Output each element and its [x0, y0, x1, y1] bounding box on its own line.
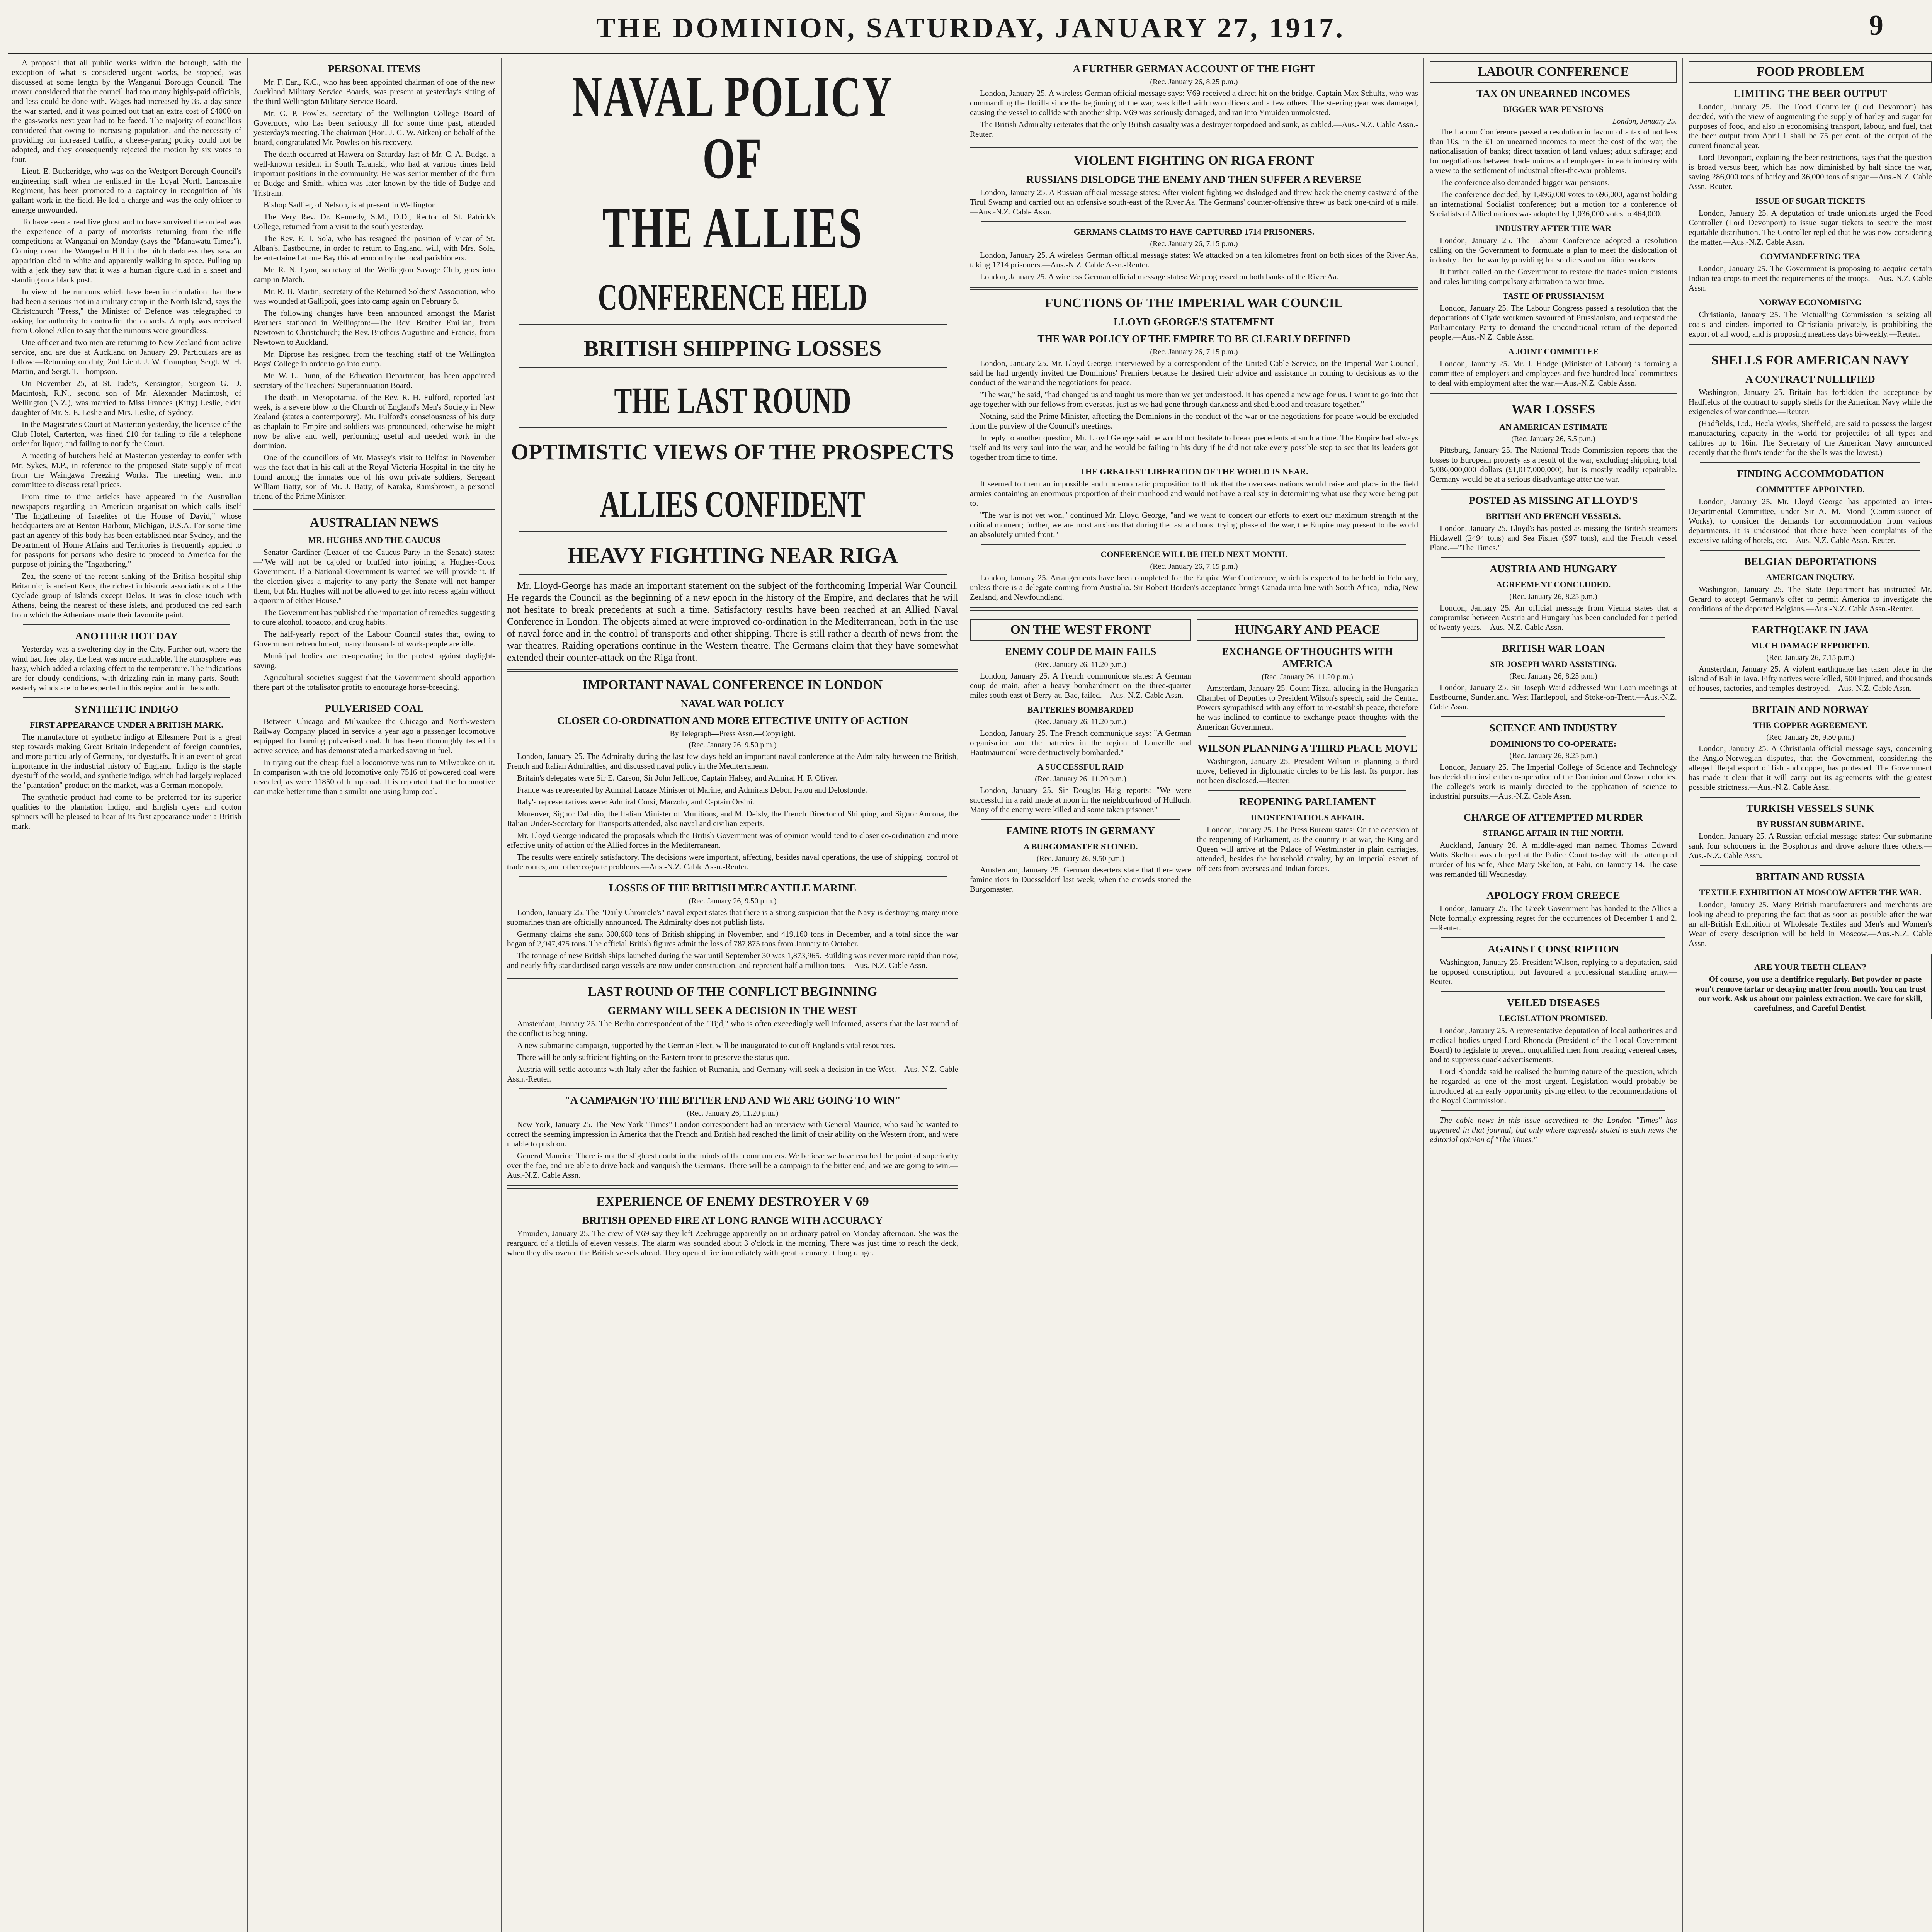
deck: BRITISH SHIPPING LOSSES — [583, 336, 882, 361]
column-rule — [247, 58, 248, 1932]
separator — [1700, 462, 1920, 463]
subheadline: CLOSER CO-ORDINATION AND MORE EFFECTIVE UNITY OF ACTION — [557, 715, 908, 726]
separator — [1441, 716, 1665, 717]
paragraph: London, January 25. The Labour Congress passed a resolution that the deportations of Clyde workmen savoured of Prussianism, and requested the Parliamentary Party to demand the unconditional return of the deported people.—Aus.-N.Z. Cable Assn. — [1430, 303, 1677, 342]
paragraph: Washington, January 25. President Wilson, replying to a deputation, said he opposed conscription, but favoured a professional standing army.—Reuter. — [1430, 957, 1677, 986]
paragraph: London, January 25. A Russian official message states: After violent fighting we dislodged and threw back the enemy eastward of the Tirul Swamp and carried out an offensive south-east of the River Aa. The Germans' counter-offensive threw us back one-third of a mile.—Aus.-N.Z. Cable Assn. — [970, 188, 1418, 216]
headline: HUNGARY AND PEACE — [1197, 619, 1418, 641]
paragraph: It further called on the Government to restore the trades union customs and rules limiting compulsory arbitration to war time. — [1430, 267, 1677, 286]
paragraph: London, January 25. The Press Bureau states: On the occasion of the reopening of Parliament, as the country is at war, the King and Queen will arrive at the Palace of Westminster in plain carriages, attended, besides the household cavalry, by an Imperial escort of officers from overseas and Indian forces. — [1197, 825, 1418, 873]
paragraph: London, January 25. A wireless German official message states: We progressed on both banks of the River Aa. — [980, 272, 1339, 281]
headline: BRITISH WAR LOAN — [1502, 643, 1605, 654]
main-headline: NAVAL POLICY OF — [572, 65, 893, 190]
paragraph: There will be only sufficient fighting on the Eastern front to preserve the status quo. — [517, 1053, 790, 1062]
deck: ALLIES CONFIDENT — [600, 483, 865, 525]
headline: FINDING ACCOMMODATION — [1737, 468, 1884, 480]
paragraph: Lieut. E. Buckeridge, who was on the Westport Borough Council's engineering staff when he enlisted in the Loyal North Lancashire Regiment, has been promoted to a captaincy in recognition of his gallant work in the field. He led a charge and was the only officer to emerge unwounded. — [12, 167, 242, 214]
paragraph: The manufacture of synthetic indigo at Ellesmere Port is a great step towards making Great Britain independent of foreign countries, and more particularly of Germany, for dyestuffs. It is an event of great importance in the industrial history of England. Indigo is the staple dyestuff of the world, and synthetic indigo, which had largely replaced the "plantation" product on the market, was a German monopoly. — [12, 732, 242, 790]
received-time: (Rec. January 26, 7.15 p.m.) — [1766, 653, 1854, 662]
headline: LABOUR CONFERENCE — [1430, 61, 1677, 83]
column-1 — [12, 58, 242, 1932]
paragraph: Britain's delegates were Sir E. Carson, Sir John Jellicoe, Captain Halsey, and Admiral H. F. Oliver. — [517, 773, 837, 782]
subheadline: STRANGE AFFAIR IN THE NORTH. — [1483, 828, 1624, 838]
separator — [519, 1088, 947, 1089]
advertisement — [1689, 954, 1932, 1019]
subheadline: RUSSIANS DISLODGE THE ENEMY AND THEN SUFFER A REVERSE — [1026, 173, 1362, 185]
deck: OPTIMISTIC VIEWS OF THE PROSPECTS — [511, 439, 954, 464]
headline: IMPORTANT NAVAL CONFERENCE IN LONDON — [582, 678, 883, 692]
paragraph: In reply to another question, Mr. Lloyd George said he would not hesitate to break precedents at such a time. The Empire had always itself and its very soul into the war, and he would be failing in his duty if he did not take every possible step to see that its leaders got together from time to time. — [970, 433, 1418, 462]
subheadline: THE COPPER AGREEMENT. — [1753, 720, 1867, 730]
paragraph: In trying out the cheap fuel a locomotive was run to Milwaukee on it. In comparison with the old locomotive only 7516 of powdered coal were revealed, as were 11850 of lump coal. It is reported that the locomotive can make better time than a similar one using lump coal. — [253, 758, 495, 796]
headline: VEILED DISEASES — [1507, 997, 1600, 1009]
subheadline: THE GREATEST LIBERATION OF THE WORLD IS NEAR. — [1080, 467, 1308, 476]
column-2 — [253, 58, 495, 1932]
separator — [519, 876, 947, 877]
headline: REOPENING PARLIAMENT — [1239, 796, 1376, 808]
separator — [970, 607, 1418, 611]
paragraph: Lord Rhondda said he realised the burning nature of the question, which he regarded as one of the most urgent. Legislation would probably be introduced at an early opportunity giving effect to the recommendations of the Royal Commission. — [1430, 1067, 1677, 1105]
paragraph: Mr. Diprose has resigned from the teaching staff of the Wellington Boys' College in order to go into camp. — [253, 349, 495, 368]
paragraph: London, January 25. A representative deputation of local authorities and medical bodies urged Lord Rhondda (President of the Local Government Board) to legislate to prevent unqualified men from treating venereal cases, and to suppress quack advertisements. — [1430, 1026, 1677, 1064]
deck: CONFERENCE HELD — [598, 276, 867, 318]
separator — [1689, 344, 1932, 347]
paragraph: The synthetic product had come to be preferred for its superior qualities to the plantation indigo, and English dyers and cotton spinners will be pleased to hear of its first appearance under a British mark. — [12, 793, 242, 831]
paragraph: One of the councillors of Mr. Massey's visit to Belfast in November was the fact that in his call at the Royal Victoria Hospital in the city he found among the inmates one of his own private soldiers, Sergeant William Batty, son of Mr. J. Batty, of Karaka, Ramsbrown, a personal friend of the Prime Minister. — [253, 453, 495, 501]
paragraph: The conference decided, by 1,496,000 votes to 696,000, against holding an international Socialist conference; but a motion for a conference of Socialists of Allied nations was adopted by 1,036,000 votes to 464,000. — [1430, 190, 1677, 218]
subcolumn-right — [1197, 616, 1418, 896]
headline: AUSTRIA AND HUNGARY — [1490, 563, 1617, 575]
headline: SCIENCE AND INDUSTRY — [1489, 722, 1617, 734]
received-time: (Rec. January 26, 9.50 p.m.) — [1766, 733, 1854, 742]
main-headline: THE ALLIES — [602, 196, 863, 260]
paragraph: Moreover, Signor Dallolio, the Italian Minister of Munitions, and M. Deisly, the French Director of Shipping, and Signor Ancona, the Italian Under-Secretary for Transports attended, also naval and civilian experts. — [507, 809, 958, 828]
separator — [23, 697, 230, 698]
received-time: (Rec. January 26, 7.15 p.m.) — [1150, 562, 1238, 571]
paragraph: Christiania, January 25. The Victualling Commission is seizing all coals and cinders imported to Christiania privately, is prohibiting the export of all wood, and is proposing meatless days bi-weekly.—Reuter. — [1689, 310, 1932, 338]
paragraph: The Labour Conference passed a resolution in favour of a tax of not less than 10s. in the £1 on unearned incomes to meet the cost of the war; the nationalisation of banks; direct taxation of land values; adult suffrage; and for negotiations between trade unions and employers in each industry with a view to the settlement of industrial after-the-war problems. — [1430, 127, 1677, 175]
separator — [970, 287, 1418, 290]
subheadline: BY RUSSIAN SUBMARINE. — [1757, 819, 1864, 829]
separator — [1441, 557, 1665, 558]
subheadline: A BURGOMASTER STONED. — [1023, 842, 1138, 851]
separator — [1700, 865, 1920, 866]
paragraph: Mr. Lloyd George indicated the proposals which the British Government was of opinion would tend to closer co-ordination and more effective unity of action of the Allied forces in the Mediterranean. — [507, 831, 958, 850]
received-time: (Rec. January 26, 8.25 p.m.) — [1509, 672, 1597, 680]
headline: INDUSTRY AFTER THE WAR — [1495, 223, 1612, 233]
paragraph: London, January 25. The Labour Conference adopted a resolution calling on the Government to formulate a plan to meet the dislocation of industry after the war by providing for soldiers and munition workers. — [1430, 236, 1677, 264]
paragraph: France was represented by Admiral Lacaze Minister of Marine, and Admirals Debon Fatou and Delostonde. — [517, 785, 867, 794]
separator — [507, 1185, 958, 1189]
paragraph: Nothing, said the Prime Minister, affecting the Dominions in the conduct of the war or the negotiations for peace would be excluded from the purview of the Council's meetings. — [970, 412, 1418, 430]
paragraph: A proposal that all public works within the borough, with the exception of what is considered urgent works, be stopped, was discussed at some length by the Wanganui Borough Council. The mover considered that the council had too many highly-paid officials, and less could be done with. Wages had increased by 3s. a day since the war started, and it was pointed out that an extra cost of £4000 on the gas-works next year had to be faced. The majority of councillors considered that owing to increasing population, and the necessity of providing for increased traffic, a cheese-paring policy could not be adopted, and they consequently rejected the motion by six votes to four. — [12, 58, 242, 164]
headline: "A CAMPAIGN TO THE BITTER END AND WE ARE GOING TO WIN" — [565, 1094, 901, 1106]
headline: FAMINE RIOTS IN GERMANY — [1006, 825, 1155, 837]
paragraph: New York, January 25. The New York "Times" London correspondent had an interview with General Maurice, who said he wanted to correct the seeming impression in America that the French and British had reached the limit of their ability on the Western front, and were unable to push on. — [507, 1120, 958, 1148]
headline: ISSUE OF SUGAR TICKETS — [1755, 196, 1866, 206]
headline: ON THE WEST FRONT — [970, 619, 1191, 641]
subheadline: BIGGER WAR PENSIONS — [1503, 104, 1604, 114]
deck: HEAVY FIGHTING NEAR RIGA — [567, 543, 898, 568]
masthead-rule — [8, 53, 1932, 54]
headline: WILSON PLANNING A THIRD PEACE MOVE — [1197, 742, 1417, 754]
separator — [253, 507, 495, 510]
paragraph: London, January 25. Arrangements have been completed for the Empire War Conference, which is expected to be held in February, unless there is a delegate coming from Australia. Sir Robert Borden's acceptance brings Canada into line with South Africa, India, New Zealand, and Newfoundland. — [970, 573, 1418, 602]
separator — [1441, 637, 1665, 638]
paragraph: London, January 25. Sir Joseph Ward addressed War Loan meetings at Eastbourne, Sunderland, West Hartlepool, and Stoke-on-Trent.—Aus.-N.Z. Cable Assn. — [1430, 683, 1677, 711]
paragraph: London, January 25. A wireless German official message says: V69 received a direct hit on the bridge. Captain Max Schultz, who was commanding the flotilla since the beginning of the war, was killed with two officers and a few others. The steering gear was damaged, causing the vessel to collide with another ship. V69 was seriously damaged, and ran into Ymuiden unmolested. — [970, 88, 1418, 117]
headline: EARTHQUAKE IN JAVA — [1752, 624, 1869, 636]
received-time: (Rec. January 26, 8.25 p.m.) — [1509, 752, 1597, 760]
paragraph: Lord Devonport, explaining the beer restrictions, says that the question is broad versus beer, which has now diminished by half since the war, saving 286,000 tons of barley and 36,000 tons of sugar.—Aus.-N.Z. Cable Assn.-Reuter. — [1689, 153, 1932, 191]
paragraph: Mr. R. B. Martin, secretary of the Returned Soldiers' Association, who was wounded at Gallipoli, goes into camp again on February 5. — [253, 287, 495, 306]
paragraph: A meeting of butchers held at Masterton yesterday to confer with Mr. Sykes, M.P., in reference to the proposed State supply of meat from the Waingawa Freezing Works. The meeting went into committee to discuss retail prices. — [12, 451, 242, 489]
subheadline: AN AMERICAN ESTIMATE — [1499, 422, 1607, 432]
received-time: (Rec. January 26, 9.50 p.m.) — [689, 897, 777, 905]
received-time: (Rec. January 26, 11.20 p.m.) — [687, 1109, 779, 1117]
editorial-note: The cable news in this issue accredited to the London "Times" has appeared in that journal, but only where expressly stated is such news the editorial opinion of "The Times." — [1430, 1116, 1677, 1144]
headline: BRITAIN AND RUSSIA — [1755, 871, 1865, 883]
paragraph: London, January 25. A wireless German official message states: We attacked on a ten kilometres front on both sides of the River Aa, taking 1714 prisoners.—Aus.-N.Z. Cable Assn.-Reuter. — [970, 250, 1418, 269]
headline: BELGIAN DEPORTATIONS — [1744, 556, 1877, 567]
separator — [970, 145, 1418, 148]
paragraph: Washington, January 25. Britain has forbidden the acceptance by Hadfields of the contract to supply shells for the American Navy while the exigencies of war continue.—Reuter. — [1689, 388, 1932, 416]
separator — [1700, 550, 1920, 551]
paragraph: London, January 25. Mr. Lloyd George, interviewed by a correspondent of the United Cable Service, on the Imperial War Council, said he had urgently invited the Dominions' Premiers because he desired their advice and assistance in coming to decisions as to the conduct of the war and the negotiations for peace. — [970, 359, 1418, 387]
subheadline: TEXTILE EXHIBITION AT MOSCOW AFTER THE WAR. — [1699, 888, 1922, 897]
separator — [1700, 618, 1920, 619]
subheadline: AGREEMENT CONCLUDED. — [1496, 580, 1611, 589]
subheadline: AMERICAN INQUIRY. — [1766, 572, 1855, 582]
headline: LOSSES OF THE BRITISH MERCANTILE MARINE — [609, 882, 856, 894]
headline: A FURTHER GERMAN ACCOUNT OF THE FIGHT — [1073, 63, 1315, 75]
ad-text: Of course, you use a dentifrice regularly. But powder or paste won't remove tartar or decaying matter from mouth. You can trust our work. Ask us about our painless extraction. We care for skill, carefulness, and Careful Dentist. — [1695, 975, 1926, 1013]
separator — [1208, 736, 1406, 737]
paragraph: London, January 25. A Christiania official message says, concerning the Anglo-Norwegian disputes, that the Government, considering the alleged illegal export of fish and copper, has protested. The Government has made it clear that it will carry out its agreements with the greatest possible strictness.—Aus.-N.Z. Cable Assn. — [1689, 744, 1932, 792]
column-rule — [1682, 58, 1683, 1932]
paragraph: London, January 25. The Food Controller (Lord Devonport) has decided, with the view of augmenting the supply of barley and sugar for purposes of food, and also in economising transport, labour, and fuel, that the beer output from April 1 shall be 75 per cent. of the output of the current financial year. — [1689, 102, 1932, 150]
headline: APOLOGY FROM GREECE — [1486, 889, 1620, 901]
paragraph: "The war," he said, "had changed us and taught us more than we yet understood. It has opened a new age for us. I want to go into that age together with our fellows from overseas, just as we had gone through darkness and shed blood and treasure together." — [970, 390, 1418, 409]
paragraph: A new submarine campaign, supported by the German Fleet, will be inaugurated to cut off England's vital resources. — [517, 1041, 895, 1050]
headline: BRITAIN AND NORWAY — [1752, 704, 1869, 715]
ad-headline: ARE YOUR TEETH CLEAN? — [1754, 962, 1867, 972]
deck: THE LAST ROUND — [614, 380, 851, 421]
paragraph: Washington, January 25. President Wilson is planning a third move, believed in diplomatic circles to be his last. Its purport has not been disclosed.—Reuter. — [1197, 757, 1418, 785]
headline: CONFERENCE WILL BE HELD NEXT MONTH. — [1100, 549, 1287, 559]
paragraph: The Government has published the importation of remedies suggesting to cure alcohol, tobacco, and drug habits. — [253, 608, 495, 627]
paragraph: Mr. W. L. Dunn, of the Education Department, has been appointed secretary of the Teachers' Superannuation Board. — [253, 371, 495, 390]
subheadline: ENEMY COUP DE MAIN FAILS — [1005, 646, 1156, 657]
masthead-title: THE DOMINION, SATURDAY, JANUARY 27, 1917. — [596, 12, 1345, 44]
page-number: 9 — [1869, 10, 1883, 41]
received-time: (Rec. January 26, 7.15 p.m.) — [1150, 348, 1238, 356]
headline: ANOTHER HOT DAY — [75, 630, 178, 642]
headline: VIOLENT FIGHTING ON RIGA FRONT — [1074, 153, 1314, 168]
received-time: (Rec. January 26, 11.20 p.m.) — [1035, 718, 1126, 726]
headline: AUSTRALIAN NEWS — [310, 515, 439, 530]
two-column-block — [970, 616, 1418, 896]
headline: BATTERIES BOMBARDED — [1027, 705, 1134, 714]
separator — [507, 976, 958, 979]
separator — [519, 324, 947, 325]
paragraph: Yesterday was a sweltering day in the City. Further out, where the wind had free play, the heat was more endurable. The atmosphere was hazy, which added a relaxing effect to the temperature. The indications are for cloudy conditions, with drizzling rain in many parts. South-easterly winds are to be expected in this region and in the south. — [12, 645, 242, 692]
subheadline: GERMANY WILL SEEK A DECISION IN THE WEST — [607, 1005, 858, 1016]
paragraph: The tonnage of new British ships launched during the war until September 30 was 1,873,965. Building was never more rapid than now, and nearly fifty standardised cargo vessels are now under construction, and represent half a million tons.—Aus.-N.Z. Cable Assn. — [507, 951, 958, 970]
paragraph: The half-yearly report of the Labour Council states that, owing to Government retrenchment, many thousands of work-people are idle. — [253, 629, 495, 648]
column-4 — [970, 58, 1418, 1932]
paragraph: Bishop Sadlier, of Nelson, is at present in Wellington. — [264, 200, 438, 209]
received-time: (Rec. January 26, 7.15 p.m.) — [1150, 240, 1238, 248]
subheadline: UNOSTENTATIOUS AFFAIR. — [1250, 813, 1364, 822]
subheadline: THE WAR POLICY OF THE EMPIRE TO BE CLEARLY DEFINED — [1037, 333, 1350, 345]
headline: WAR LOSSES — [1511, 402, 1595, 417]
paragraph: Mr. R. N. Lyon, secretary of the Wellington Savage Club, goes into camp in March. — [253, 265, 495, 284]
separator — [1700, 698, 1920, 699]
headline: SYNTHETIC INDIGO — [75, 703, 179, 715]
paragraph: Auckland, January 26. A middle-aged man named Thomas Edward Watts Skelton was charged at the Police Court to-day with the attempted murder of his wife, Alice Mary Skelton, at Pahi, on January 14. The case was remanded till Wednesday. — [1430, 840, 1677, 879]
paragraph: London, January 25. A Russian official message states: Our submarine sank four schooners in the Bosphorus and drove ashore three others.—Aus.-N.Z. Cable Assn. — [1689, 832, 1932, 860]
subheadline: MUCH DAMAGE REPORTED. — [1751, 641, 1870, 650]
paragraph: In view of the rumours which have been in circulation that there had been a serious riot in a military camp in the North Island, says the Christchurch "Press," the Minister of Defence was telegraphed to asking for authority to contradict the canards. A reply was received from Colonel Allen to say that the rumours were groundless. — [12, 287, 242, 335]
paragraph: London, January 25. Mr. Lloyd George has appointed an inter-Departmental Committee, under Sir A. M. Mond (Commissioner of Works), to consider the demands for accommodation from various departments. It is understood that there have been complaints of the excessive taking of hotels, etc.—Aus.-N.Z. Cable Assn.-Reuter. — [1689, 497, 1932, 545]
subheadline: BRITISH OPENED FIRE AT LONG RANGE WITH ACCURACY — [582, 1214, 883, 1226]
headline: AGAINST CONSCRIPTION — [1488, 943, 1619, 955]
paragraph: London, January 25. The Government is proposing to acquire certain Indian tea crops to meet the requirements of the troops.—Aus.-N.Z. Cable Assn. — [1689, 264, 1932, 293]
byline: By Telegraph—Press Assn.—Copyright. — [670, 730, 796, 738]
headline: A SUCCESSFUL RAID — [1037, 762, 1124, 772]
paragraph: The death, in Mesopotamia, of the Rev. R. H. Fulford, reported last week, is a severe blow to the Church of England's Men's Society in New Zealand (states a contemporary). Mr. Fulford's consciousness of his duty as chaplain to Empire and soldiers was pronounced, otherwise he might now be alive and well, performing useful and needed work in the dominion. — [253, 393, 495, 450]
headline: CHARGE OF ATTEMPTED MURDER — [1463, 811, 1643, 823]
received-time: (Rec. January 26, 11.20 p.m.) — [1035, 775, 1126, 783]
paragraph: The Very Rev. Dr. Kennedy, S.M., D.D., Rector of St. Patrick's College, returned from a visit to the south yesterday. — [253, 212, 495, 231]
headline: GERMANS CLAIMS TO HAVE CAPTURED 1714 PRISONERS. — [1073, 227, 1315, 236]
paragraph: General Maurice: There is not the slightest doubt in the minds of the commanders. We believe we have reached the point of superiority over the foe, and are able to drive back and vanquish the Germans. There will be a campaign to the bitter end, and we are going to win.—Aus.-N.Z. Cable Assn. — [507, 1151, 958, 1180]
paragraph: Pittsburg, January 25. The National Trade Commission reports that the losses to European property as a result of the war, excluding shipping, total 5,086,000,000 dollars (£1,017,000,000), but is mostly readily repairable. Germany would be at a serious disadvantage after the war. — [1430, 446, 1677, 484]
subheadline: EXCHANGE OF THOUGHTS WITH AMERICA — [1222, 646, 1393, 670]
headline: LAST ROUND OF THE CONFLICT BEGINNING — [588, 985, 878, 999]
subcolumn-left — [970, 616, 1191, 896]
separator — [981, 819, 1180, 820]
subheadline: COMMITTEE APPOINTED. — [1756, 485, 1865, 494]
headline: TASTE OF PRUSSIANISM — [1502, 291, 1604, 301]
received-time: (Rec. January 26, 11.20 p.m.) — [1262, 673, 1353, 681]
separator — [1441, 1110, 1665, 1111]
subheadline: LLOYD GEORGE'S STATEMENT — [1113, 316, 1275, 328]
paragraph: The death occurred at Hawera on Saturday last of Mr. C. A. Budge, a well-known resident in South Taranaki, who had at various times held important positions in the community. He was senior member of the firm of Budge and Smith, which was later known by the title of Budge and Tristram. — [253, 150, 495, 197]
headline: PULVERISED COAL — [325, 702, 424, 714]
headline: PERSONAL ITEMS — [328, 63, 421, 75]
separator — [1441, 489, 1665, 490]
separator — [519, 427, 947, 428]
paragraph: On November 25, at St. Jude's, Kensington, Surgeon G. D. Macintosh, R.N., second son of Mr. Alexander Macintosh, of Wellington (N.Z.), was married to Miss Frances (Kitty) Leslie, elder daughter of Mr. S. E. Leslie and Mrs. Leslie, of Sydney. — [12, 379, 242, 417]
column-rule — [1423, 58, 1424, 1932]
paragraph: Senator Gardiner (Leader of the Caucus Party in the Senate) states:—"We will not be cajoled or bluffed into joining a Hughes-Cook Government. If a National Government is wanted we will provide it. If the election gives a majority to any party the Senate will not hamper them, but Mr. Hughes will not be allowed to get into recess again without a quorum of either House." — [253, 548, 495, 605]
headline: SHELLS FOR AMERICAN NAVY — [1711, 353, 1910, 367]
paragraph: London, January 25. A French communique states: A German coup de main, after a heavy bombardment on the three-quarter miles south-east of Berry-au-Bac, failed.—Aus.-N.Z. Cable Assn. — [970, 671, 1191, 700]
separator — [519, 574, 947, 575]
paragraph: Washington, January 25. The State Department has instructed Mr. Gerard to accept Germany's offer to permit America to investigate the conditions of the deported Belgians.—Aus.-N.Z. Cable Assn.-Reuter. — [1689, 585, 1932, 613]
subheadline: NAVAL WAR POLICY — [680, 698, 785, 709]
received-time: (Rec. January 26, 9.50 p.m.) — [1036, 854, 1125, 863]
separator — [519, 367, 947, 368]
headline: FUNCTIONS OF THE IMPERIAL WAR COUNCIL — [1045, 296, 1343, 310]
separator — [1430, 393, 1677, 396]
paragraph: (Hadfields, Ltd., Hecla Works, Sheffield, are said to possess the largest manufacturing capacity in the world for projectiles of all types and calibres up to 16in. The Secretary of the American Navy announced recently that the firm's tender for the shells was the lowest.) — [1689, 419, 1932, 457]
paragraph: Amsterdam, January 25. The Berlin correspondent of the "Tijd," who is often exceedingly well informed, asserts that the last round of the conflict is beginning. — [507, 1019, 958, 1038]
separator — [1700, 797, 1920, 798]
paragraph: Between Chicago and Milwaukee the Chicago and North-western Railway Company placed in service a year ago a passenger locomotive equipped for burning pulverised coal. It has been thoroughly tested in active service, and has demonstrated a marked saving in fuel. — [253, 717, 495, 755]
paragraph: London, January 25. The Imperial College of Science and Technology has decided to invite the co-operation of the Dominion and Crown colonies. The college's work is mainly directed to the application of science to industrial pursuits.—Aus.-N.Z. Cable Assn. — [1430, 762, 1677, 801]
paragraph: In the Magistrate's Court at Masterton yesterday, the licensee of the Club Hotel, Carterton, was fined £10 for failing to file a telephone order for liquor, and failing to notify the Court. — [12, 420, 242, 448]
received-time: (Rec. January 26, 8.25 p.m.) — [1509, 592, 1597, 601]
paragraph: Amsterdam, January 25. A violent earthquake has taken place in the island of Bali in Java. Fifty natives were killed, 500 injured, and thousands of houses, factories, and temples destroyed.—Aus.-N.Z. Cable Assn. — [1689, 664, 1932, 693]
separator — [507, 669, 958, 672]
paragraph: Mr. F. Earl, K.C., who has been appointed chairman of one of the new Auckland Military Service Boards, was present at yesterday's sitting of the third Wellington Military Service Board. — [253, 77, 495, 106]
paragraph: London, January 25. The French communique says: "A German organisation and the batteries in the region of Louvrille and Hautmaumenil were destructively bombarded." — [970, 728, 1191, 757]
separator — [1441, 991, 1665, 992]
subheadline: A CONTRACT NULLIFIED — [1745, 373, 1875, 385]
subheadline: TAX ON UNEARNED INCOMES — [1476, 88, 1630, 99]
paragraph: Germany claims she sank 300,600 tons of British shipping in November, and 419,160 tons in December, and a total since the war began of 2,947,475 tons. The official British figures admit the loss of 787,875 tons from January to October. — [507, 929, 958, 948]
paragraph: The British Admiralty reiterates that the only British casualty was a destroyer torpedoed and sunk, as cabled.—Aus.-N.Z. Cable Assn.-Reuter. — [970, 120, 1418, 139]
received-time: (Rec. January 26, 11.20 p.m.) — [1035, 660, 1126, 669]
paragraph: To have seen a real live ghost and to have survived the ordeal was the experience of a party of motorists returning from the rifle competitions at Wanganui on Monday (says the "Manawatu Times"). Coming down the Wangaehu Hill in the pitch darkness they saw an apparition clad in white and apparently walking in space. Pulling up with a jerk they saw that it was a human figure clad in a sheet and standing on a black post. — [12, 217, 242, 284]
column-rule — [501, 58, 502, 1932]
paragraph: The Rev. E. I. Sola, who has resigned the position of Vicar of St. Alban's, Eastbourne, in order to return to England, will, with Mrs. Sola, be entertained at one Bay this afternoon by the local parishioners. — [253, 234, 495, 262]
separator — [981, 544, 1406, 545]
paragraph: London, January 25. An official message from Vienna states that a compromise between Austria and Hungary has been concluded for a period of twenty years.—Aus.-N.Z. Cable Assn. — [1430, 603, 1677, 632]
paragraph: Austria will settle accounts with Italy after the fashion of Rumania, and Germany will seek a decision in the West.—Aus.-N.Z. Cable Assn.-Reuter. — [507, 1065, 958, 1083]
headline: EXPERIENCE OF ENEMY DESTROYER V 69 — [596, 1194, 869, 1209]
separator — [519, 531, 947, 532]
subheadline: DOMINIONS TO CO-OPERATE: — [1490, 739, 1617, 748]
column-6 — [1689, 58, 1932, 1932]
paragraph: One officer and two men are returning to New Zealand from active service, and are due at Auckland on January 29. Particulars are as follow:—Returning on duty, 2nd Lieut. J. W. Crampton, Sergt. W. H. Martin, and Sergt. T. Thompson. — [12, 338, 242, 376]
paragraph: London, January 25. Sir Douglas Haig reports: "We were successful in a raid made at noon in the neighbourhood of Hulluch. Many of the enemy were killed and some taken prisoner." — [970, 786, 1191, 814]
paragraph: Mr. C. P. Powles, secretary of the Wellington College Board of Governors, who has been seriously ill for some time past, attended yesterday's meeting. The chairman (Hon. J. G. W. Aitken) on behalf of the board, congratulated Mr. Powles on his recovery. — [253, 109, 495, 147]
subheadline: LIMITING THE BEER OUTPUT — [1733, 88, 1887, 99]
headline: TURKISH VESSELS SUNK — [1746, 803, 1874, 814]
paragraph: Agricultural societies suggest that the Government should apportion there part of the totalisator profits to encourage horse-breeding. — [253, 673, 495, 692]
paragraph: Ymuiden, January 25. The crew of V69 say they left Zeebrugge apparently on an ordinary patrol on Monday afternoon. She was the rearguard of a flotilla of eleven vessels. The alarm was sounded about 3 o'clock in the morning. There was just time to reach the deck, when they discovered the British vessels ahead. They opened fire immediately with great accuracy at long range. — [507, 1229, 958, 1257]
subheadline: LEGISLATION PROMISED. — [1499, 1014, 1608, 1023]
received-time: (Rec. January 26, 5.5 p.m.) — [1511, 435, 1595, 443]
paragraph: The conference also demanded bigger war pensions. — [1440, 178, 1610, 187]
paragraph: London, January 25. Lloyd's has posted as missing the British steamers Hildawell (2494 tons) and Sea Fisher (997 tons), and the French vessel Plane.—"The Times." — [1430, 524, 1677, 552]
paragraph: London, January 25. Many British manufacturers and merchants are looking ahead to preparing the fact that as soon as possible after the war an all-British Exhibition of Wholesale Textiles and Men's and Women's Wear of every description will be held in Moscow.—Aus.-N.Z. Cable Assn. — [1689, 900, 1932, 948]
paragraph: "The war is not yet won," continued Mr. Lloyd George, "and we want to concert our efforts to exert our maximum strength at the critical moment; further, we are most anxious that during the last and most trying phase of the war, the Empire may present to the world an absolutely united front." — [970, 510, 1418, 539]
paragraph: The results were entirely satisfactory. The decisions were important, affecting, besides naval operations, the use of shipping, control of trade routes, and other cognate problems.—Aus.-N.Z. Cable Assn.-Reuter. — [507, 852, 958, 871]
separator — [23, 624, 230, 625]
separator — [1441, 937, 1665, 938]
paragraph: The following changes have been announced amongst the Marist Brothers stationed in Wellington:—The Rev. Brother Emilian, from Newtown to Christchurch; the Rev. Brothers Augustine and Francis, from Newtown to Auckland. — [253, 308, 495, 347]
paragraph: From time to time articles have appeared in the Australian newspapers regarding an American organisation which calls itself "The Ingathering of Israelites of the House of David," whose headquarters are at Benton Harbour, Michigan, U.S.A. For some time past an agency of this body has been established near Sydney, and the Department of Home Affairs and Territories is frequently applied to for passports for persons who desire to proceed to America for the purpose of joining the "Ingathering." — [12, 492, 242, 569]
headline: COMMANDEERING TEA — [1760, 252, 1861, 261]
paragraph: Italy's representatives were: Admiral Corsi, Marzolo, and Captain Orsini. — [517, 797, 755, 806]
subheadline: SIR JOSEPH WARD ASSISTING. — [1490, 659, 1617, 669]
separator — [1208, 790, 1406, 791]
paragraph: London, January 25. The Admiralty during the last few days held an important naval conference at the Admiralty between the British, French and Italian Admiralties, and discussed naval policy in the Mediterranean. — [507, 752, 958, 770]
column-5 — [1430, 58, 1677, 1932]
subheadline: FIRST APPEARANCE UNDER A BRITISH MARK. — [30, 720, 223, 730]
paragraph: It seemed to them an impossible and undemocratic proposition to think that the overseas nations would raise and place in the field armies containing an enormous proportion of their manhood and would not have a real say in determining what use they were being put to. — [970, 479, 1418, 508]
subheadline: MR. HUGHES AND THE CAUCUS — [308, 535, 440, 545]
headline: A JOINT COMMITTEE — [1508, 347, 1599, 356]
paragraph: London, January 25. A deputation of trade unionists urged the Food Controller (Lord Devonport) to issue sugar tickets to secure the most equitable distribution. The Controller replied that he was now considering the matter.—Aus.-N.Z. Cable Assn. — [1689, 208, 1932, 247]
paragraph: Zea, the scene of the recent sinking of the British hospital ship Britannic, is ancient Keos, the richest in historic associations of all the Cyclade group of islands except Delos. It was in close touch with Athens, being the nearest of these islets, and produced the red earth from which the Athenians made their favourite paint. — [12, 571, 242, 619]
paragraph: Municipal bodies are co-operating in the protest against daylight-saving. — [253, 651, 495, 670]
lead-paragraph: Mr. Lloyd-George has made an important statement on the subject of the forthcoming Imperial War Council. He regards the Council as the beginning of a new epoch in the history of the Empire, and declares that he will not hesitate to break precedents at such a time. Satisfactory results have been reached at an Allied Naval Conference in London. The objects aimed at were improved co-ordination in the Mediterranean, both in the use of naval force and in the control of transports and other shipping. There is still rather a dearth of news from the war theatres. Raiding operations continue in the Western theatre. The Germans claim that they have somewhat extended their counter-attack on the Riga front. — [507, 580, 958, 663]
headline: FOOD PROBLEM — [1689, 61, 1932, 83]
paragraph: Amsterdam, January 25. Count Tisza, alluding in the Hungarian Chamber of Deputies to President Wilson's speech, said the Central Powers sympathised with any effort to re-establish peace, therefore he was inclined to continue to exchange peace thoughts with the American Government. — [1197, 684, 1418, 731]
subheadline: BRITISH AND FRENCH VESSELS. — [1486, 511, 1621, 521]
headline: POSTED AS MISSING AT LLOYD'S — [1469, 495, 1638, 506]
received-time: (Rec. January 26, 8.25 p.m.) — [1150, 78, 1238, 86]
paragraph: Amsterdam, January 25. German deserters state that there were famine riots in Duesseldorf last week, when the crowds stoned the Burgomaster. — [970, 865, 1191, 894]
paragraph: London, January 25. The "Daily Chronicle's" naval expert states that there is a strong suspicion that the Navy is destroying many more submarines than are officially announced. The Admiralty does not publish lists. — [507, 908, 958, 927]
dateline: London, January 25. — [1612, 117, 1677, 126]
column-3 — [507, 58, 958, 1932]
headline: NORWAY ECONOMISING — [1759, 298, 1862, 307]
separator — [981, 221, 1406, 222]
paragraph: London, January 25. The Greek Government has handed to the Allies a Note formally expressing regret for the occurrences of December 1 and 2.—Reuter. — [1430, 904, 1677, 932]
paragraph: London, January 25. Mr. J. Hodge (Minister of Labour) is forming a committee of employers and employees and five hundred local committees to deal with employment after the war.—Aus.-N.Z. Cable Assn. — [1430, 359, 1677, 388]
received-time: (Rec. January 26, 9.50 p.m.) — [689, 741, 777, 749]
